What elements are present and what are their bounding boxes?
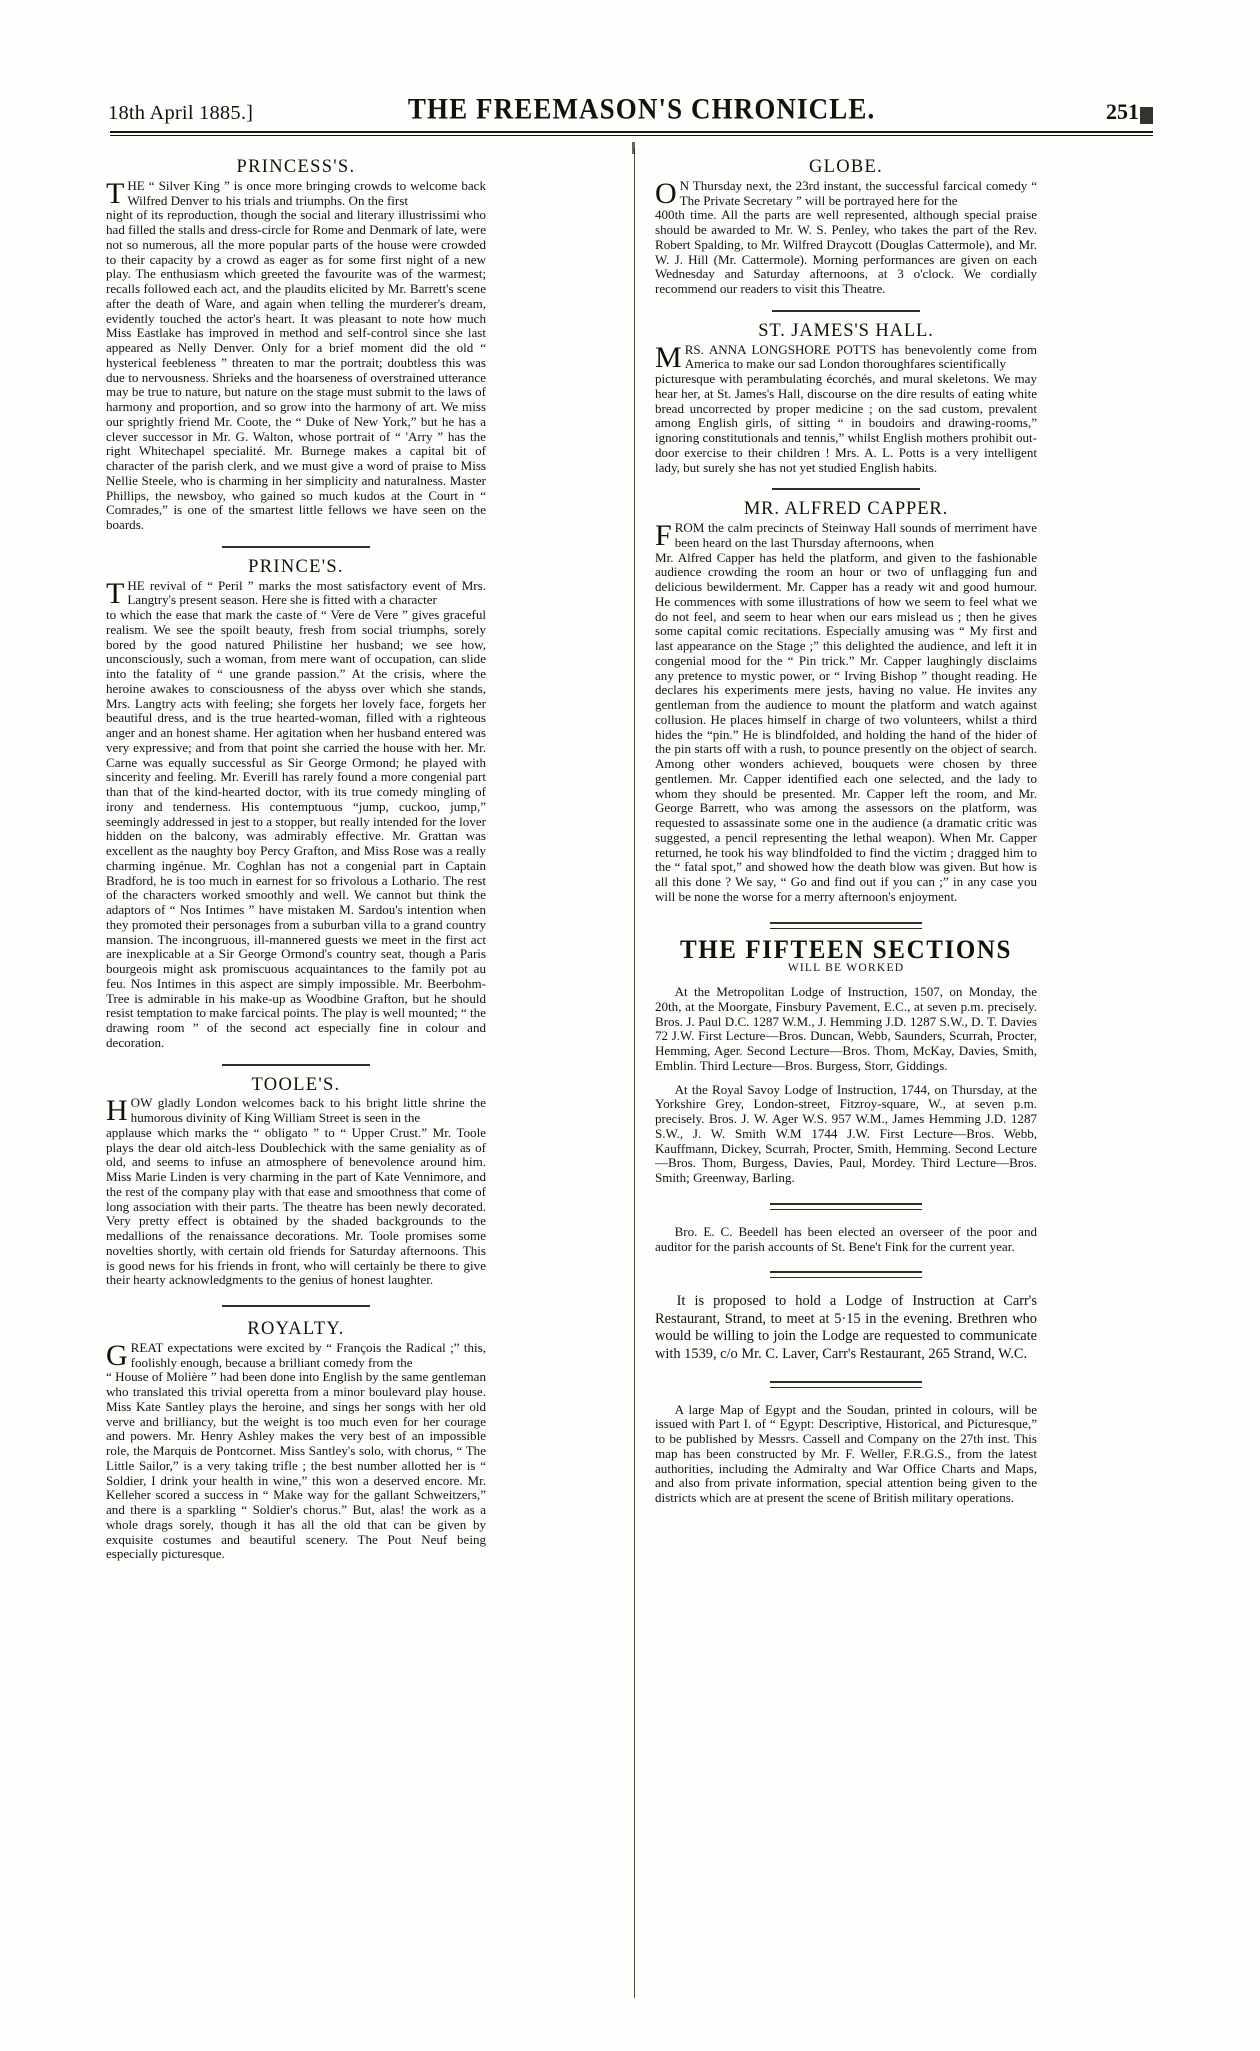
article-body: applause which marks the “ obligato ” to “ Upper Crust.” Mr. Toole plays the dear old aitch-less Doublechick with the same geniality as of old, and seems to infuse an atmosphere of benevolence around him. Miss Marie Linden is very charming in the part of Kate Vennimore, and the rest of the company play with that ease and smoothness that come of long association with their parts. The theatre has been newly decorated. Very pretty effect is obtained by the shaded backgrounds to the medallions of the renaissance decorations. Mr. Toole promises some novelties shortly, with certain old friends for Saturday afternoons. This is good news for his friends in front, who will certainly be there to give their hearty acknowledgments to the genius of honest laughter. — [106, 1124, 486, 1288]
article-lead: OW gladly London welcomes back to his bright little shrine the humorous divinity of King William Street is seen in the — [130, 1095, 486, 1125]
lodge-entry: At the Royal Savoy Lodge of Instruction, 1744, on Thursday, at the Yorkshire Grey, London-street, Fitzroy-square, W., at seven p.m. precisely. Bros. J. W. Ager W.S. 957 W.M., James Hemming J.D. 1287 S.W., J. W. Smith W.M 1744 J.W. First Lecture—Bros. Webb, Kauffmann, Dickey, Scurrah, Procter, Smith, Hemming. Second Lecture—Bros. Thom, Burgess, Davies, Paul, Mordey. Third Lecture—Bros. Smith; Greenway, Barling. — [655, 1081, 1037, 1185]
article-lead: ROM the calm precincts of Steinway Hall sounds of merriment have been heard on the last Thursday afternoons, when — [674, 520, 1037, 550]
lodge-entry: At the Metropolitan Lodge of Instruction, 1507, on Monday, the 20th, at the Moorgate, Finsbury Pavement, E.C., at seven p.m. precisely. Bros. J. Paul D.C. 1287 W.M., J. Hemming J.D. 1287 S.W., D. T. Davies 72 J.W. First Lecture—Bros. Duncan, Webb, Saunders, Scurrah, Procter, Hemming, Ager. Second Lecture—Bros. Thom, McKay, Davies, Smith, Emblin. Third Lecture—Bros. Burgess, Storr, Giddings. — [655, 984, 1037, 1073]
notice-text: Bro. E. C. Beedell has been elected an overseer of the poor and auditor for the parish accounts of St. Bene't Fink for the current year. — [655, 1223, 1037, 1254]
drop-cap: F — [655, 519, 672, 552]
article-separator — [222, 546, 370, 548]
left-column — [106, 157, 486, 1562]
fifteen-sections-heading: THE FIFTEEN SECTIONS — [679, 935, 1013, 964]
drop-cap: T — [106, 176, 125, 210]
article-heading: ROYALTY. — [247, 1319, 345, 1339]
notice-separator — [770, 1381, 922, 1388]
right-column — [655, 157, 1037, 1506]
article-globe — [655, 157, 1037, 297]
page-number — [1106, 99, 1153, 126]
article-body: picturesque with perambulating écorchés, and mural skeletons. We may hear her, at St. James's Hall, discourse on the dire results of eating white bread uncorrected by proper medicine ; on the sad custom, prevalent among English girls, of sitting “ in boudoirs and drawing-rooms,” ignoring constitutionals and tennis,” whilst English mothers prohibit out-door exercise to their children ! Mrs. A. L. Potts is a very intelligent lady, but surely she has not yet studied English habits. — [655, 371, 1037, 475]
article-separator — [772, 488, 920, 490]
notice-carrs-lodge-of-instruction — [655, 1293, 1037, 1363]
running-head — [108, 86, 1153, 126]
article-lead: N Thursday next, the 23rd instant, the successful farcical comedy “ The Private Secretary ” will be portrayed here for the — [679, 177, 1037, 208]
article-mr-alfred-capper — [655, 499, 1037, 904]
page-number-text: 251 — [1106, 99, 1139, 124]
article-lead: RS. ANNA LONGSHORE POTTS has benevolently come from America to make our sad London thoroughfares scientifically — [684, 341, 1037, 372]
drop-cap: H — [106, 1094, 128, 1128]
article-separator — [222, 1305, 370, 1307]
article-heading: TOOLE'S. — [251, 1074, 341, 1095]
article-body: 400th time. All the parts are well represented, although special praise should be awarded to Mr. W. S. Penley, who takes the part of the Rev. Robert Spalding, to Mr. Wilfred Draycott (Douglas Cattermole), and Mr. W. J. Hill (Mr. Cattermole). Morning performances are given on each Wednesday and Saturday afternoons, at 3 o'clock. We cordially recommend our readers to visit this Theatre. — [655, 207, 1037, 296]
notice-beedell — [655, 1225, 1037, 1255]
article-lead: REAT expectations were excited by “ François the Radical ;” this, foolishly enough, because a brilliant comedy from the — [130, 1339, 486, 1370]
article-lead: HE “ Silver King ” is once more bringing crowds to welcome back Wilfred Denver to his trials and triumphs. On the first — [127, 177, 486, 208]
fifteen-sections-subheading: WILL BE WORKED — [787, 961, 905, 975]
article-heading: ST. JAMES'S HALL. — [758, 320, 934, 341]
masthead-rule — [110, 131, 1153, 136]
article-body: Mr. Alfred Capper has held the platform, and given to the fashionable audience crowding the room an hour or two of unflagging fun and delicious bewilderment. Mr. Capper has a ready wit and good humour. He commences with some illustrations of how we seem to feel what we do not feel, and seem to hear when our ears mislead us ; then he gives some capital comic recitations. Especially amusing was “ My first and last appearance on the Stage ;” this delighted the audience, and left it in congenial mood for the “ Pin trick.” Mr. Capper laughingly disclaims any pretence to mystic power, or “ Irving Bishop ” thought reading. He declares his experiments mere jests, having no value. He invites any gentleman from the audience to mount the platform and watch against collusion. He places himself in charge of two volunteers, whilst a third hides the “pin.” He is blindfolded, and holding the hand of the hider of the pin starts off with a rush, to pounce presently on the object of search. Among other wonders achieved, bouquets were chosen by three gentlemen. Mr. Capper identified each one selected, and the lady to whom they should be presented. Mr. Capper left the room, and Mr. George Barrett, who was among the assessors on the platform, was requested to assassinate some one in the audience (a dramatic critic was suggested, a pencil representing the lethal weapon). When Mr. Capper returned, he took his way blindfolded to find the victim ; dragged him to the “ fatal spot,” and showed how the death blow was given. But how is all this done ? We say, “ Go and find out if you can ;” in any case you will be none the worse for a merry afternoon's enjoyment. — [655, 549, 1037, 904]
notice-text: A large Map of Egypt and the Soudan, printed in colours, will be issued with Part I. of “ Egypt: Descriptive, Historical, and Picturesque,” to be published by Messrs. Cassell and Company on the 27th inst. This map has been constructed by Mr. F. Weller, F.R.G.S., from the latest authorities, including the Admiralty and War Office Charts and Maps, and also from private information, special attention being given to the districts which are at present the scene of British military operations. — [655, 1401, 1037, 1506]
article-body: to which the ease that mark the caste of “ Vere de Vere ” gives graceful realism. We see the spoilt beauty, fresh from social triumphs, sorely bored by the good natured Philistine her husband; we see how, unconsciously, such a woman, from mere want of occupation, can slide into the fatality of “ une grande passion.” At the crisis, where the heroine awakes to consciousness of the abyss over which she stands, Mrs. Langtry acts with feeling; she forgets her lovely face, forgets her beautiful dress, and is the true hearted-woman, filled with a righteous anger and an honest shame. Her agitation when her husband entered was very expressive; and from that point she carried the house with her. Mr. Carne was equally successful as Sir George Ormond; he played with sincerity and feeling. Mr. Everill has rarely found a more congenial part than that of the kind-hearted doctor, with its true comedy mingling of irony and tenderness. His contemptuous “jump, cuckoo, jump,” seemingly addressed in jest to a stopper, but really intended for the lover hidden on the balcony, was admirably effective. Mr. Grattan was excellent as the naughty boy Percy Grafton, and Miss Rose was a really charming ingénue. Mr. Coghlan has not a congenial part in Captain Bradford, he is too much in earnest for so frivolous a Lothario. The rest of the characters worked smoothly and well. We cannot but think the adaptors of “ Nos Intimes ” have mistaken M. Sardou's intention when they promoted their personages from a suburban villa to a grand country mansion. The incongruous, ill-mannered guests we meet in the first act are inexplicable at a Sir George Ormond's country seat, though a Paris bourgeois might ask promiscuous acquaintances to the family pot au feu. Nos Intimes in this aspect are simply impossible. Mr. Beerbohm-Tree is admirable in his make-up as Woodbine Grafton, but he should resist temptation to make farcical points. The play is well mounted; “ the drawing room ” of the second act especially fine in colour and decoration. — [106, 607, 486, 1050]
notice-separator — [770, 1271, 922, 1278]
article-heading: PRINCE'S. — [248, 556, 344, 577]
ink-blot-mark — [1140, 107, 1153, 124]
notice-separator — [770, 1203, 922, 1210]
drop-cap: O — [655, 176, 677, 210]
article-separator — [222, 1064, 370, 1066]
issue-date: 18th April 1885.] — [108, 102, 254, 124]
drop-cap: G — [106, 1338, 128, 1372]
article-tooles — [106, 1074, 486, 1289]
article-royalty — [106, 1319, 486, 1562]
article-princesss — [106, 157, 486, 533]
notice-text: It is proposed to hold a Lodge of Instruction at Carr's Restaurant, Strand, to meet at 5·15 in the evening. Brethren who would be willing to join the Lodge are requested to communicate with 1539, c/o Mr. C. Laver, Carr's Restaurant, 265 Strand, W.C. — [655, 1293, 1037, 1363]
drop-cap: M — [655, 340, 682, 374]
publication-title: THE FREEMASON'S CHRONICLE. — [407, 92, 876, 125]
article-body: night of its reproduction, though the social and literary illustrissimi who had filled the stalls and dress-circle for Rome and Denmark of late, were not so numerous, all the more popular parts of the house were crowded to their capacity by a crowd as eager as for some first night of a new play. The enthusiasm which greeted the favourite was of the warmest; recalls followed each act, and the plaudits elicited by Mr. Barrett's scene after the death of Ware, and again when telling the murderer's dream, evidently touched the actor's heart. It was pleasant to note how much Miss Eastlake has improved in method and self-control since she last appeared as Nelly Denver. Only for a brief moment did the old “ hysterical feebleness ” threaten to mar the portrait; doubtless this was due to nervousness. Shrieks and the hoarseness of overstrained utterance may be true to nature, but nature on the stage must submit to the laws of harmony and proportion, and so grow into the harmony of art. We miss our sprightly friend Mr. Coote, the “ Duke of New York,” but he has a clever successor in Mr. G. Walton, whose portrait of “ 'Arry ” has the right Whitechapel specialité. Mr. Burnege makes a capital bit of character of the parish clerk, and we must give a word of praise to Miss Nellie Steele, who is charming in her simplicity and naturalness. Master Phillips, the newsboy, who gained so much kudos at the Court in “ Comrades,” is one of the smartest little fellows we have seen on the boards. — [106, 207, 486, 532]
section-fifteen-sections — [655, 935, 1037, 1186]
article-lead: HE revival of “ Peril ” marks the most satisfactory event of Mrs. Langtry's present season. Here she is fitted with a character — [127, 577, 486, 608]
section-separator — [770, 922, 922, 929]
article-separator — [772, 310, 920, 312]
notice-map-of-egypt — [655, 1403, 1037, 1506]
drop-cap: T — [106, 576, 125, 610]
article-heading: PRINCESS'S. — [236, 157, 356, 177]
article-st-jamess-hall — [655, 320, 1037, 476]
article-heading: MR. ALFRED CAPPER. — [743, 499, 949, 520]
article-body: “ House of Molière ” had been done into English by the same gentleman who translated this trivial operetta from a minor boulevard play house. Miss Kate Santley plays the heroine, and sings her songs with her old verve and brilliancy, but the weight is too much even for her courage and powers. Mr. Henry Ashley makes the very best of an impossible role, the Marquis de Pontcornet. Miss Santley's solo, with chorus, “ The Little Sailor,” is a very taking trifle ; the best number allotted her is “ Soldier, I drink your health in wine,” this won a deserved encore. Mr. Kelleher scored a success in “ Make way for the gallant Schweitzers,” and there is a sparkling “ Soldier's chorus.” But, alas! the work as a whole drags sorely, though it has all the old that can be given by exquisite costumes and beautiful scenery. The Pout Neuf being especially picturesque. — [106, 1369, 486, 1562]
column-divider — [634, 148, 635, 1998]
article-princes — [106, 556, 486, 1051]
article-heading: GLOBE. — [808, 157, 884, 177]
